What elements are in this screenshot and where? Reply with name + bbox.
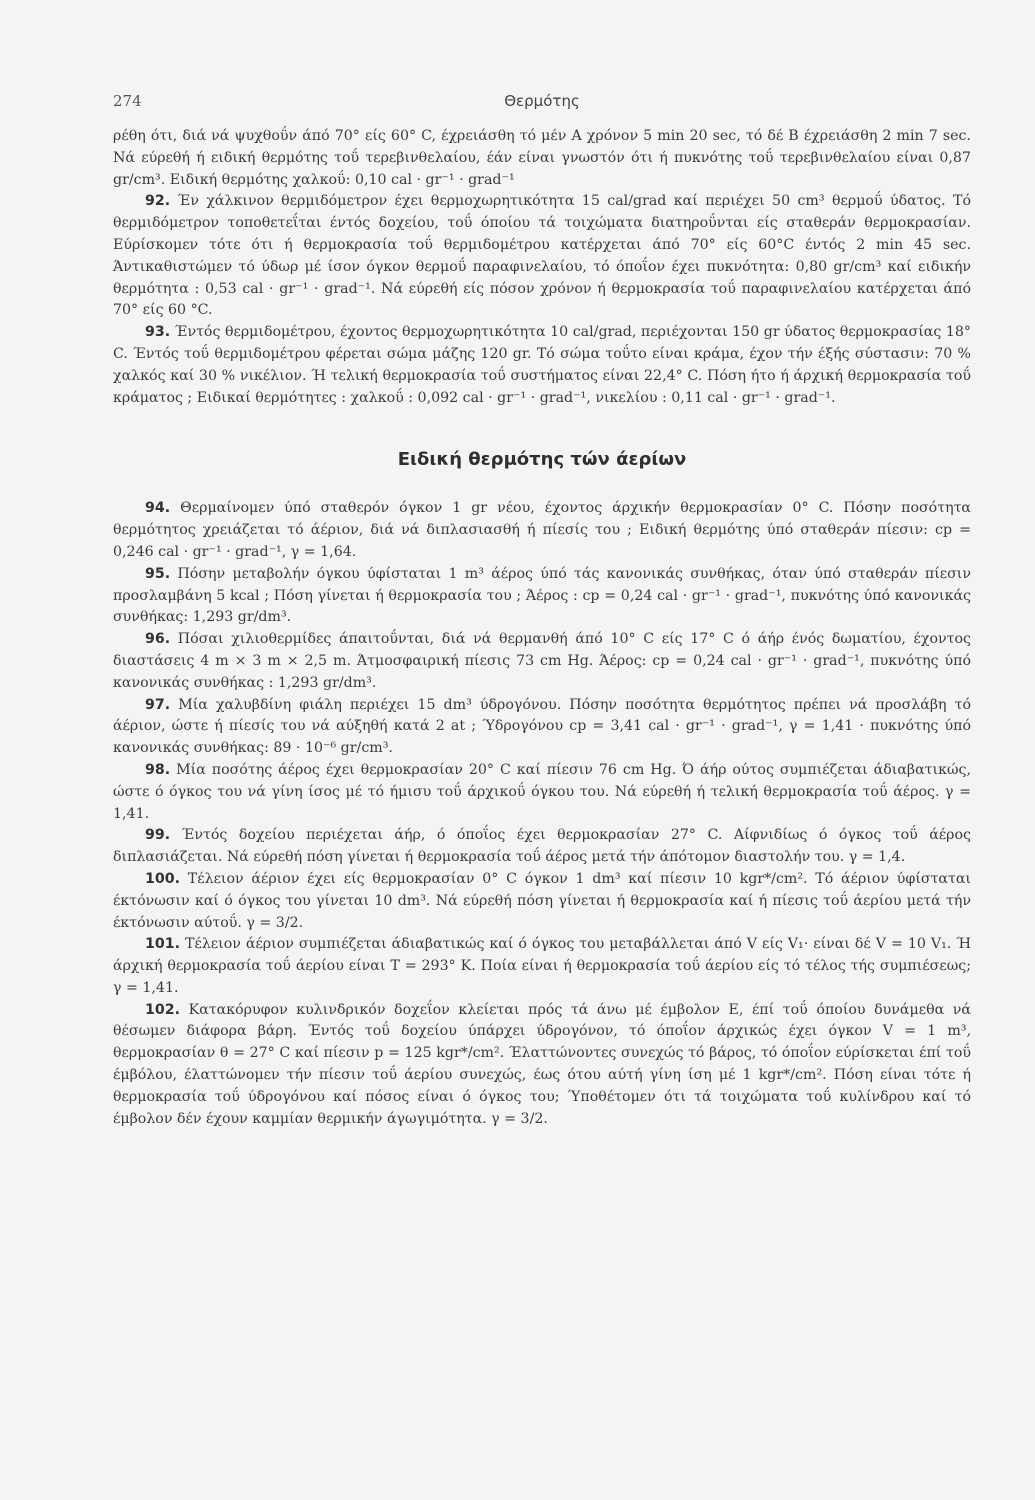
problem-text: Τέλειον άέριον έχει είς θερμοκρασίαν 0° C όγκον 1 dm³ καί πίεσιν 10 kgr*/cm². Τό άέριον ύφίσταται έκτόνωσιν καί ό όγκος του γίνεται 10 dm³. Νά εύρεθή πόση γίνεται ή θερμοκρασία καί ή πίεσις τοΰ άερίου μετά τήν έκτόνωσιν αύτοΰ. γ = 3/2. <box>113 870 971 931</box>
problem-number: 102. <box>145 1001 181 1018</box>
problem-text: Έντός δοχείου περιέχεται άήρ, ό όποΐος έχει θερμοκρασίαν 27° C. Αίφνιδίως ό όγκος τοΰ άέρος διπλασιάζεται. Νά εύρεθή πόση γίνεται ή θερμοκρασία τοΰ άέρος μετά τήν άπότομον διαστολήν του. γ = 1,4. <box>113 827 971 866</box>
problem-102 <box>113 1000 971 1131</box>
problem-text: Θερμαίνομεν ύπό σταθερόν όγκον 1 gr νέου, έχοντος άρχικήν θερμοκρασίαν 0° C. Πόσην ποσότητα θερμότητος χρειάζεται τό άέριον, διά νά διπλασιασθή ή πίεσίς του ; Ειδική θερμότης ύπό σταθεράν πίεσιν: cp = 0,246 cal · gr⁻¹ · grad⁻¹, γ = 1,64. <box>113 500 972 560</box>
problem-number: 96. <box>145 631 171 648</box>
problems-group-a <box>113 191 971 409</box>
problem-text: Μία ποσότης άέρος έχει θερμοκρασίαν 20° C καί πίεσιν 76 cm Hg. Ό άήρ ούτος συμπιέζεται άδιαβατικώς, ώστε ό όγκος του νά γίνη ίσος μέ τό ήμισυ τοΰ άρχικοΰ όγκου του. Νά εύρεθή ή τελική θερμοκρασία τοΰ άέρος. γ = 1,41. <box>113 761 971 822</box>
problem-97 <box>113 695 971 760</box>
problem-text: Έν χάλκινον θερμιδόμετρον έχει θερμοχωρητικότητα 15 cal/grad καί περιέχει 50 cm³ θερμοΰ ύδατος. Τό θερμιδόμετρον τοποθετεΐται έντός δοχείου, τοΰ όποίου τά τοιχώματα διατηροΰνται είς σταθεράν θερμοκρασίαν. Εύρίσκομεν τότε ότι ή θερμοκρασία τοΰ θερμιδομέτρου κατέρχεται άπό 70° είς 60°C έντός 2 min 45 sec. Άντικαθιστώμεν τό ύδωρ μέ ίσον όγκον θερμοΰ παραφινελαίου, τό όποΐον έχει πυκνότητα: 0,80 gr/cm³ καί ειδικήν θερμότητα : 0,53 cal · gr⁻¹ · grad⁻¹. Νά εύρεθή είς πόσον χρόνον ή θερμοκρασία τοΰ παραφινελαίου κατέρχεται άπό 70° είς 60 °C. <box>113 193 971 319</box>
problems-group-b <box>113 498 971 1130</box>
problem-number: 101. <box>145 936 181 953</box>
problem-number: 100. <box>145 870 181 887</box>
problem-text: Τέλειον άέριον συμπιέζεται άδιαβατικώς καί ό όγκος του μεταβάλλεται άπό V είς V₁· είναι δέ V = 10 V₁. Ή άρχική θερμοκρασία τοΰ άερίου είναι T = 293° K. Ποία είναι ή θερμοκρασία τοΰ άερίου είς τό τέλος τής συμπιέσεως; γ = 1,41. <box>113 936 972 996</box>
problem-92 <box>113 191 971 322</box>
document-page <box>113 92 971 1130</box>
problem-text: Πόσαι χιλιοθερμίδες άπαιτοΰνται, διά νά θερμανθή άπό 10° C είς 17° C ό άήρ ένός δωματίου, έχοντος διαστάσεις 4 m × 3 m × 2,5 m. Άτμοσφαιρική πίεσις 73 cm Hg. Άέρος: cp = 0,24 cal · gr⁻¹ · grad⁻¹, πυκνότης ύπό κανονικάς συνθήκας : 1,293 gr/dm³. <box>113 631 971 691</box>
problem-93 <box>113 322 971 409</box>
problem-text: Έντός θερμιδομέτρου, έχοντος θερμοχωρητικότητα 10 cal/grad, περιέχονται 150 gr ύδατος θερμοκρασίας 18° C. Έντός τοΰ θερμιδομέτρου φέρεται σώμα μάζης 120 gr. Τό σώμα τοΰτο είναι κράμα, έχον τήν έξής σύστασιν: 70 % χαλκός καί 30 % νικέλιον. Ή τελική θερμοκρασία τοΰ συστήματος είναι 22,4° C. Πόση ήτο ή άρχική θερμοκρασία τοΰ κράματος ; Ειδικαί θερμότητες : χαλκοΰ : 0,092 cal · gr⁻¹ · grad⁻¹, νικελίου : 0,11 cal · gr⁻¹ · grad⁻¹. <box>113 324 971 406</box>
page-header <box>113 92 971 126</box>
running-title: Θερμότης <box>504 92 580 110</box>
problem-98 <box>113 760 971 825</box>
problem-number: 98. <box>145 761 171 778</box>
page-number: 274 <box>113 92 142 110</box>
problem-101 <box>113 934 971 999</box>
problem-text: Κατακόρυφον κυλινδρικόν δοχεΐον κλείεται πρός τά άνω μέ έμβολον Ε, έπί τοΰ όποίου δυνάμεθα νά θέσωμεν διάφορα βάρη. Έντός τοΰ δοχείου ύπάρχει ύδρογόνον, τό όποΐον άρχικώς έχει όγκον V = 1 m³, θερμοκρασίαν θ = 27° C καί πίεσιν p = 125 kgr*/cm². Έλαττώνοντες συνεχώς τό βάρος, τό όποΐον εύρίσκεται έπί τοΰ έμβόλου, έλαττώνομεν τήν πίεσιν τοΰ άερίου συνεχώς, έως ότου αύτή γίνη ίση μέ 1 kgr*/cm². Πόση είναι τότε ή θερμοκρασία τοΰ ύδρογόνου καί πόσος είναι ό όγκος του; Ύποθέτομεν ότι τά τοιχώματα τοΰ κυλίνδρου καί τό έμβολον δέν έχουν καμμίαν θερμικήν άγωγιμότητα. γ = 3/2. <box>113 1001 972 1127</box>
problem-96 <box>113 629 971 694</box>
problem-99 <box>113 825 971 869</box>
section-title: Ειδική θερμότης τών άερίων <box>397 449 687 471</box>
problem-number: 99. <box>145 827 171 844</box>
problem-number: 92. <box>145 193 171 210</box>
problem-number: 97. <box>145 696 171 713</box>
problem-text: Πόσην μεταβολήν όγκου ύφίσταται 1 m³ άέρος ύπό τάς κανονικάς συνθήκας, όταν ύπό σταθεράν πίεσιν προσλαμβάνη 5 kcal ; Πόση γίνεται ή θερμοκρασία του ; Άέρος : cp = 0,24 cal · gr⁻¹ · grad⁻¹, πυκνότης ύπό κανονικάς συνθήκας: 1,293 gr/dm³. <box>113 565 971 626</box>
problem-number: 94. <box>145 500 171 517</box>
problem-95 <box>113 564 971 629</box>
problem-text: Μία χαλυβδίνη φιάλη περιέχει 15 dm³ ύδρογόνου. Πόσην ποσότητα θερμότητος πρέπει νά προσλάβη τό άέριον, ώστε ή πίεσίς του νά αύξηθή κατά 2 at ; Ύδρογόνου cp = 3,41 cal · gr⁻¹ · grad⁻¹, γ = 1,41 · πυκνότης ύπό κανονικάς συνθήκας: 89 · 10⁻⁶ gr/cm³. <box>113 696 971 757</box>
continued-paragraph: ρέθη ότι, διά νά ψυχθοΰν άπό 70° είς 60° C, έχρειάσθη τό μέν Α χρόνον 5 min 20 sec, τό δέ Β έχρειάσθη 2 min 7 sec. Νά εύρεθή ή ειδική θερμότης τοΰ τερεβινθελαίου, έάν είναι γνωστόν ότι ή πυκνότης τοΰ τερεβινθελαίου είναι 0,87 gr/cm³. Ειδική θερμότης χαλκοΰ: 0,10 cal · gr⁻¹ · grad⁻¹ <box>113 128 971 188</box>
problem-number: 93. <box>145 324 171 341</box>
problem-100 <box>113 869 971 934</box>
problem-94 <box>113 498 971 563</box>
problem-number: 95. <box>145 565 171 582</box>
